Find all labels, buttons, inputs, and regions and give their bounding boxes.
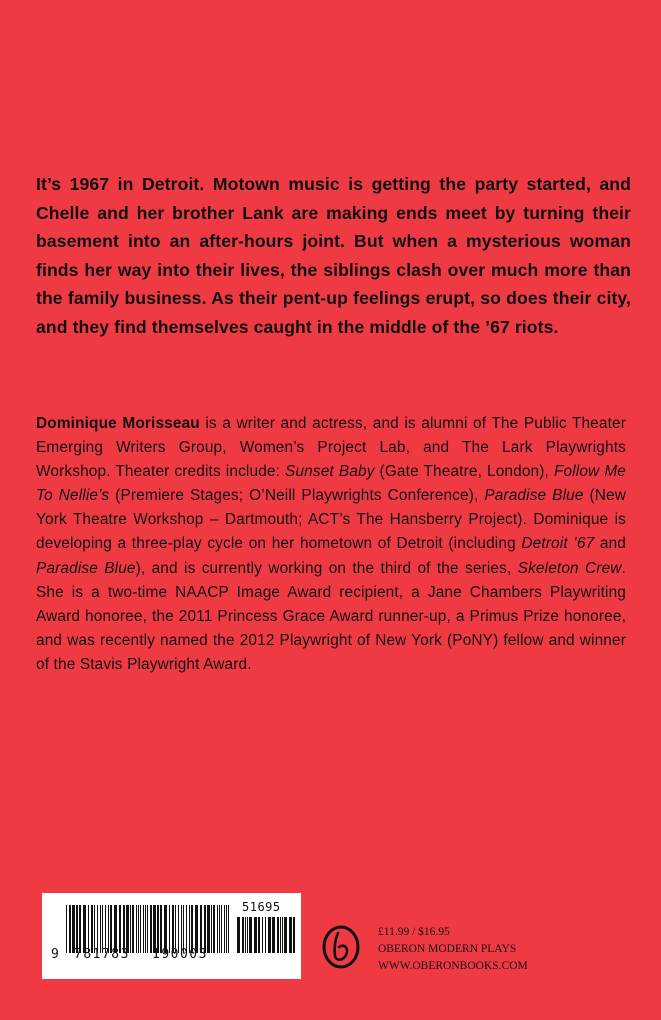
barcode-bar [114,905,117,953]
barcode-bar [213,905,215,953]
barcode-bar [88,905,89,953]
play-title-paradise-blue-2: Paradise Blue [36,559,136,577]
barcode-supplement-digits: 51695 [242,900,281,914]
barcode-bar [83,905,86,953]
barcode-bar [265,917,266,953]
barcode-bar [105,905,106,953]
barcode-bar [153,905,156,953]
barcode-bar [289,917,292,953]
barcode-bar [204,905,206,953]
barcode-bar [119,905,121,953]
barcode-bar [195,905,198,953]
barcode-bar [226,905,227,953]
barcode-bar [280,917,281,953]
barcode-bar [140,905,141,953]
play-title-follow-me: Follow Me To Nellie’s [36,463,626,505]
barcode-bar [181,905,182,953]
price: £11.99 / $16.95 [378,926,450,938]
barcode-bar [293,917,295,953]
barcode-bar [150,905,152,953]
barcode-bar [200,905,202,953]
barcode-bar [72,905,75,953]
barcode-bar [160,905,162,953]
barcode-bar [175,905,176,953]
barcode-bar [249,917,252,953]
barcode-right-group: 190003 [152,947,208,962]
barcode-bar [79,905,81,953]
barcode-bar [262,917,263,953]
barcode-bar [245,917,246,953]
barcode-bar [224,905,225,953]
barcode-bar [126,905,129,953]
barcode-bar [237,917,240,953]
barcode-bar [219,905,220,953]
author-name: Dominique Morisseau [36,415,200,432]
barcode-bar [207,905,210,953]
barcode-bar [183,905,184,953]
barcode-bar [143,905,144,953]
barcode-bar [172,905,174,953]
barcode-bar [97,905,98,953]
barcode-bar [108,905,109,953]
bio-text-6: ), and is currently working on the third of the series, [135,559,518,577]
barcode-bar [277,917,279,953]
barcode-bar [217,905,218,953]
blurb-paragraph: It’s 1967 in Detroit. Motown music is getting the party started, and Chelle and her brother Lank are making ends meet by turning their basement into an after-hours joint. But when a mysterious woman finds her way into their lives, the siblings clash over much more than the family business. As their pent-up feelings erupt, so does their city, and they find themselves caught in the middle of the ’67 riots. [36,174,631,337]
play-title-sunset-baby: Sunset Baby [285,463,375,481]
series-name: OBERON MODERN PLAYS [378,943,517,955]
oberon-logo-icon [321,924,361,970]
barcode-bar [100,905,101,953]
barcode-bar [136,905,137,953]
barcode-supplement-bars [237,917,297,953]
bio-text-4: (New York Theatre Workshop – Dartmouth; ACT’s The Hansberry Project). Dominique is developing a three-play cycle on her hometown of Detroit (including [36,487,626,553]
barcode-bar [284,917,287,953]
play-title-skeleton-crew: Skeleton Crew [517,559,622,577]
barcode-bar [169,905,170,953]
barcode-bar [66,905,67,953]
barcode-left-group: 781783 [74,947,130,962]
barcode-bar [94,905,95,953]
barcode-bar [164,905,167,953]
bio-text-1: is a writer and actress, and is alumni of The Public Theater Emerging Writers Group, Women’s Project Lab, and The Lark Playwrights Workshop. Theater credits include: [36,415,626,481]
barcode-bar [130,905,131,953]
barcode-bar [186,905,187,953]
barcode-bar [110,905,112,953]
bio-text-7: . She is a two-time NAACP Image Award recipient, a Jane Chambers Playwriting Award honoree, the 2011 Princess Grace Award runner-up, a Primus Prize honoree, and was recently named the 2012 Playwright of New York (PoNY) fellow and winner of the Stavis Playwright Award. [36,559,626,673]
barcode-bar [228,905,229,953]
barcode-bar [178,905,179,953]
barcode-bar [211,905,212,953]
barcode-bar [102,905,103,953]
bio-text-5: and [594,535,627,553]
barcode-bar [242,917,244,953]
barcode-bar [221,905,222,953]
barcode-bar [282,917,283,953]
barcode-bar [254,917,257,953]
barcode-bar [147,905,148,953]
author-bio-paragraph [36,412,626,677]
barcode-bar [272,917,275,953]
play-title-paradise-blue: Paradise Blue [484,487,584,505]
bio-text-2: (Gate Theatre, London), [374,463,554,481]
barcode-bar [258,917,260,953]
barcode-bar [69,905,71,953]
bio-text-3: (Premiere Stages; O’Neill Playwrights Conference), [109,487,485,505]
barcode-bar [132,905,134,953]
barcode-bar [138,905,139,953]
barcode-bar [91,905,93,953]
barcode-bar [123,905,125,953]
barcode-bar [76,905,78,953]
barcode-bar [145,905,146,953]
barcode-bar [189,905,190,953]
barcode-bar [191,905,193,953]
publisher-website: WWW.OBERONBOOKS.COM [378,960,528,972]
barcode-main-bars [66,905,232,953]
publisher-info [378,924,528,975]
barcode-lead-digit: 9 [51,947,59,962]
barcode-bar [247,917,248,953]
barcode-bar [157,905,159,953]
barcode-bar [268,917,271,953]
play-title-detroit-67: Detroit ’67 [521,535,595,553]
isbn-barcode [42,893,301,979]
